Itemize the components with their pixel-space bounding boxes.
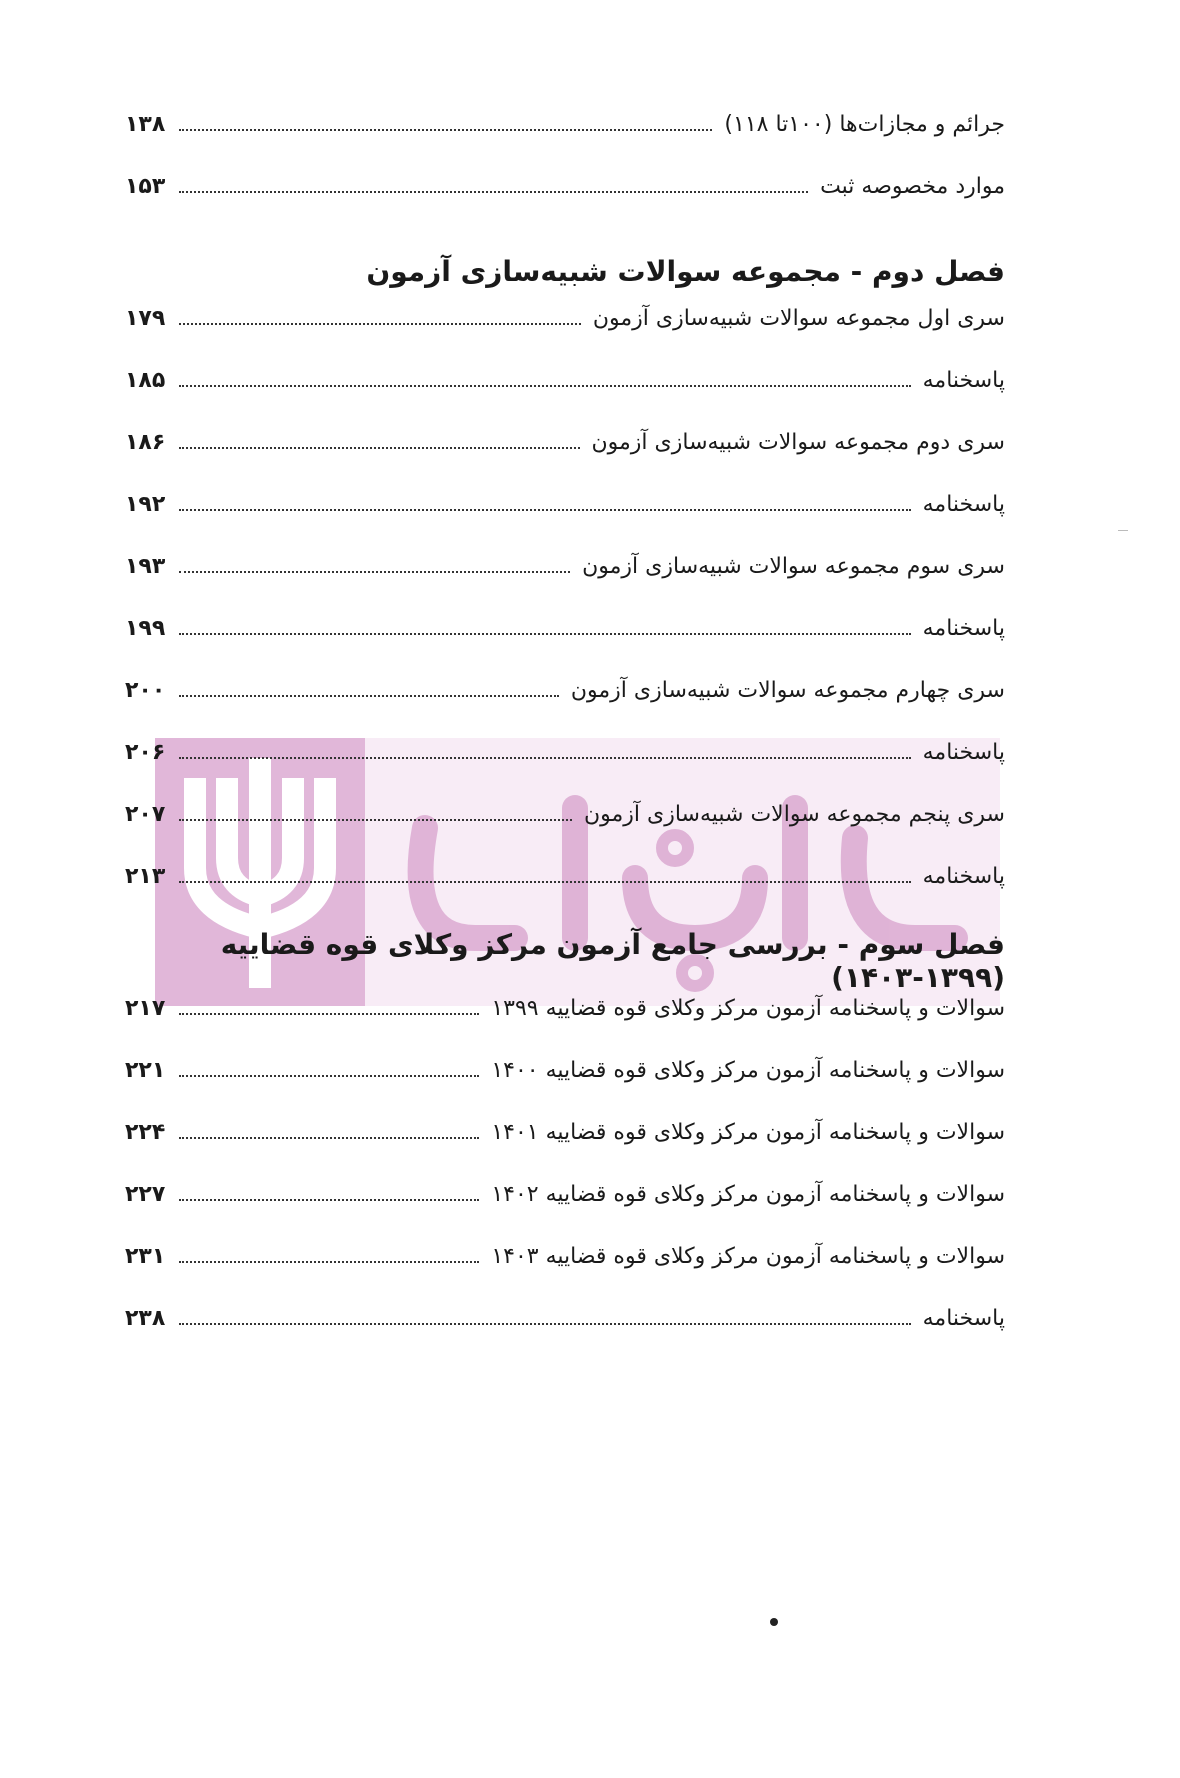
chapter-heading: فصل سوم - بررسی جامع آزمون مرکز وکلای قوه قضاییه (۱۳۹۹-۱۴۰۳) xyxy=(220,928,1005,994)
toc-entry[interactable] xyxy=(125,1244,1005,1306)
toc-entry-page: ۱۸۵ xyxy=(125,368,166,393)
toc-entry-page: ۲۳۸ xyxy=(125,1306,166,1331)
toc-entry-title: سوالات و پاسخنامه آزمون مرکز وکلای قوه قضاییه ۱۴۰۲ xyxy=(491,1182,1005,1207)
toc-entry[interactable] xyxy=(125,306,1005,368)
toc-entry-page: ۱۹۳ xyxy=(125,554,166,579)
toc-entry[interactable] xyxy=(125,802,1005,864)
toc-entry-page: ۲۳۱ xyxy=(125,1244,166,1269)
toc-entry-title: سری دوم مجموعه سوالات شبیه‌سازی آزمون xyxy=(591,430,1005,455)
dot-leader xyxy=(179,880,911,883)
toc-entry-title: جرائم و مجازات‌ها (۱۰۰تا ۱۱۸) xyxy=(724,112,1005,137)
toc-entry-page: ۲۱۷ xyxy=(125,996,166,1021)
toc-entry[interactable] xyxy=(125,368,1005,430)
toc-entry[interactable] xyxy=(125,996,1005,1058)
dot-leader xyxy=(179,1198,479,1201)
dot-leader xyxy=(179,322,581,325)
dot-leader xyxy=(179,446,580,449)
dot-leader xyxy=(179,1012,479,1015)
dot-leader xyxy=(179,694,559,697)
toc-entry-page: ۲۲۱ xyxy=(125,1058,166,1083)
dot-leader xyxy=(179,1074,479,1077)
dot-leader xyxy=(179,190,808,193)
dot-leader xyxy=(179,508,911,511)
toc-entry-page: ۱۷۹ xyxy=(125,306,166,331)
toc-entry-title: پاسخنامه xyxy=(922,864,1005,889)
toc-entry-title: پاسخنامه xyxy=(922,1306,1005,1331)
dot-leader xyxy=(179,384,911,387)
toc-entry-title: سوالات و پاسخنامه آزمون مرکز وکلای قوه قضاییه ۱۴۰۰ xyxy=(491,1058,1005,1083)
toc-entry[interactable] xyxy=(125,740,1005,802)
toc-entry[interactable] xyxy=(125,1306,1005,1368)
toc-entry-page: ۱۵۳ xyxy=(125,174,166,199)
toc-entry-page: ۱۹۲ xyxy=(125,492,166,517)
toc-entry-title: موارد مخصوصه ثبت xyxy=(820,174,1005,199)
toc-entry-title: پاسخنامه xyxy=(922,492,1005,517)
toc-entry-page: ۲۲۷ xyxy=(125,1182,166,1207)
toc-entry-title: سری چهارم مجموعه سوالات شبیه‌سازی آزمون xyxy=(570,678,1005,703)
toc-entry-title: سوالات و پاسخنامه آزمون مرکز وکلای قوه قضاییه ۱۴۰۱ xyxy=(491,1120,1005,1145)
dot-leader xyxy=(179,128,712,131)
dot-leader xyxy=(179,818,572,821)
dot-leader xyxy=(179,632,911,635)
toc-entry-page: ۲۱۳ xyxy=(125,864,166,889)
toc-entry-page: ۲۲۴ xyxy=(125,1120,166,1145)
toc-entry[interactable] xyxy=(125,1058,1005,1120)
toc-entry-page: ۱۳۸ xyxy=(125,112,166,137)
toc-entry-title: سوالات و پاسخنامه آزمون مرکز وکلای قوه قضاییه ۱۳۹۹ xyxy=(491,996,1005,1021)
toc-entry-page: ۲۰۷ xyxy=(125,802,166,827)
dot-leader xyxy=(179,1136,479,1139)
toc-entry-page: ۱۸۶ xyxy=(125,430,166,455)
toc-entry-title: پاسخنامه xyxy=(922,368,1005,393)
toc-entry[interactable] xyxy=(125,1120,1005,1182)
toc-entry-title: سری اول مجموعه سوالات شبیه‌سازی آزمون xyxy=(592,306,1005,331)
toc-entry[interactable] xyxy=(125,864,1005,926)
toc-entry[interactable] xyxy=(125,554,1005,616)
toc-entry-title: پاسخنامه xyxy=(922,740,1005,765)
dot-leader xyxy=(179,756,911,759)
toc-entry-page: ۱۹۹ xyxy=(125,616,166,641)
toc-entry-title: سری سوم مجموعه سوالات شبیه‌سازی آزمون xyxy=(582,554,1005,579)
toc-entry-title: سوالات و پاسخنامه آزمون مرکز وکلای قوه قضاییه ۱۴۰۳ xyxy=(491,1244,1005,1269)
toc-entry[interactable] xyxy=(125,1182,1005,1244)
dot-leader xyxy=(179,1260,479,1263)
table-of-contents xyxy=(125,112,1005,1368)
toc-entry-page: ۲۰۰ xyxy=(125,678,166,703)
toc-entry[interactable] xyxy=(125,616,1005,678)
toc-entry[interactable] xyxy=(125,112,1005,174)
toc-entry[interactable] xyxy=(125,678,1005,740)
dot-leader xyxy=(179,1322,911,1325)
toc-entry[interactable] xyxy=(125,174,1005,236)
page-number-dot xyxy=(770,1618,778,1626)
toc-entry-title: سری پنجم مجموعه سوالات شبیه‌سازی آزمون xyxy=(583,802,1005,827)
toc-entry[interactable] xyxy=(125,492,1005,554)
toc-entry[interactable] xyxy=(125,430,1005,492)
toc-entry-page: ۲۰۶ xyxy=(125,740,166,765)
toc-entry-title: پاسخنامه xyxy=(922,616,1005,641)
scan-edge-mark xyxy=(1118,530,1128,531)
dot-leader xyxy=(179,570,570,573)
chapter-heading: فصل دوم - مجموعه سوالات شبیه‌سازی آزمون xyxy=(366,254,1005,288)
